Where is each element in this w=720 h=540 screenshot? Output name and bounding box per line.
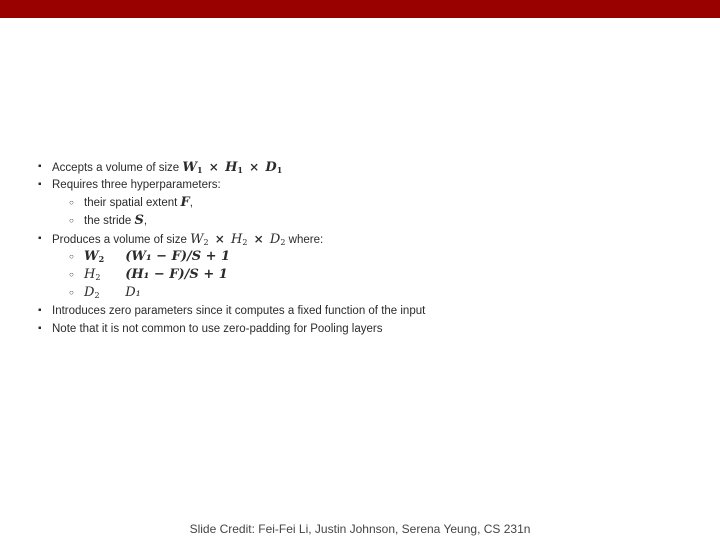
bullet-dot-icon: ▪: [38, 161, 42, 172]
math-d2: $D_2$: [269, 232, 286, 247]
slide-bullet-list: [38, 158, 678, 338]
bullet-dot-icon: ▪: [38, 305, 42, 316]
formula-w2: [38, 248, 678, 266]
formula-lhs: $D_2$: [84, 285, 100, 300]
slide-credit-footer: Slide Credit: Fei-Fei Li, Justin Johnson, Serena Yeung, CS 231n: [189, 522, 531, 536]
comma: ,: [189, 197, 193, 209]
bullet-text: Requires three hyperparameters:: [52, 179, 221, 191]
bullet-dot-icon: ▪: [38, 233, 42, 244]
times-symbol: ×: [249, 160, 260, 174]
bullet-text: Introduces zero parameters since it computes a fixed function of the input: [52, 305, 426, 317]
bullet-accepts-volume: [38, 158, 678, 176]
formula-rhs: D₁: [125, 285, 141, 300]
bullet-text: the stride: [84, 215, 135, 227]
formula-lhs: $H_2$: [84, 267, 101, 282]
math-d1: $D_1$: [265, 160, 283, 175]
circle-bullet-icon: ○: [69, 252, 74, 261]
formula-d2: [38, 284, 678, 302]
circle-bullet-icon: ○: [69, 288, 74, 297]
bullet-zero-padding-note: [38, 320, 678, 338]
math-h1: $H_1$: [225, 160, 243, 175]
circle-bullet-icon: ○: [69, 216, 74, 225]
sub-bullet-spatial-extent: [38, 194, 678, 212]
math-w2: $W_2$: [190, 232, 209, 247]
circle-bullet-icon: ○: [69, 270, 74, 279]
bullet-text: their spatial extent: [84, 197, 181, 209]
formula-lhs: $W_2$: [84, 249, 105, 264]
formula-rhs: (H₁ − F)/S + 1: [125, 267, 228, 282]
bullet-dot-icon: ▪: [38, 179, 42, 190]
bullet-dot-icon: ▪: [38, 323, 42, 334]
formula-rhs: (W₁ − F)/S + 1: [125, 249, 231, 264]
formula-h2: [38, 266, 678, 284]
bullet-zero-parameters: [38, 302, 678, 320]
bullet-requires-hyperparameters: [38, 176, 678, 194]
top-banner-bar: [0, 0, 720, 18]
times-symbol: ×: [208, 160, 219, 174]
bullet-text: Produces a volume of size: [52, 234, 191, 246]
circle-bullet-icon: ○: [69, 198, 74, 207]
math-s: S: [134, 213, 144, 228]
math-w1: $W_1$: [182, 160, 203, 175]
times-symbol: ×: [253, 232, 264, 246]
math-h2: $H_2$: [231, 232, 248, 247]
bullet-text: Accepts a volume of size: [52, 162, 183, 174]
comma: ,: [143, 215, 148, 227]
bullet-produces-volume: [38, 230, 678, 248]
bullet-text-suffix: where:: [288, 234, 324, 246]
sub-bullet-stride: [38, 212, 678, 230]
math-f: F: [180, 195, 190, 210]
bullet-text: Note that it is not common to use zero-padding for Pooling layers: [52, 323, 383, 335]
times-symbol: ×: [214, 232, 225, 246]
